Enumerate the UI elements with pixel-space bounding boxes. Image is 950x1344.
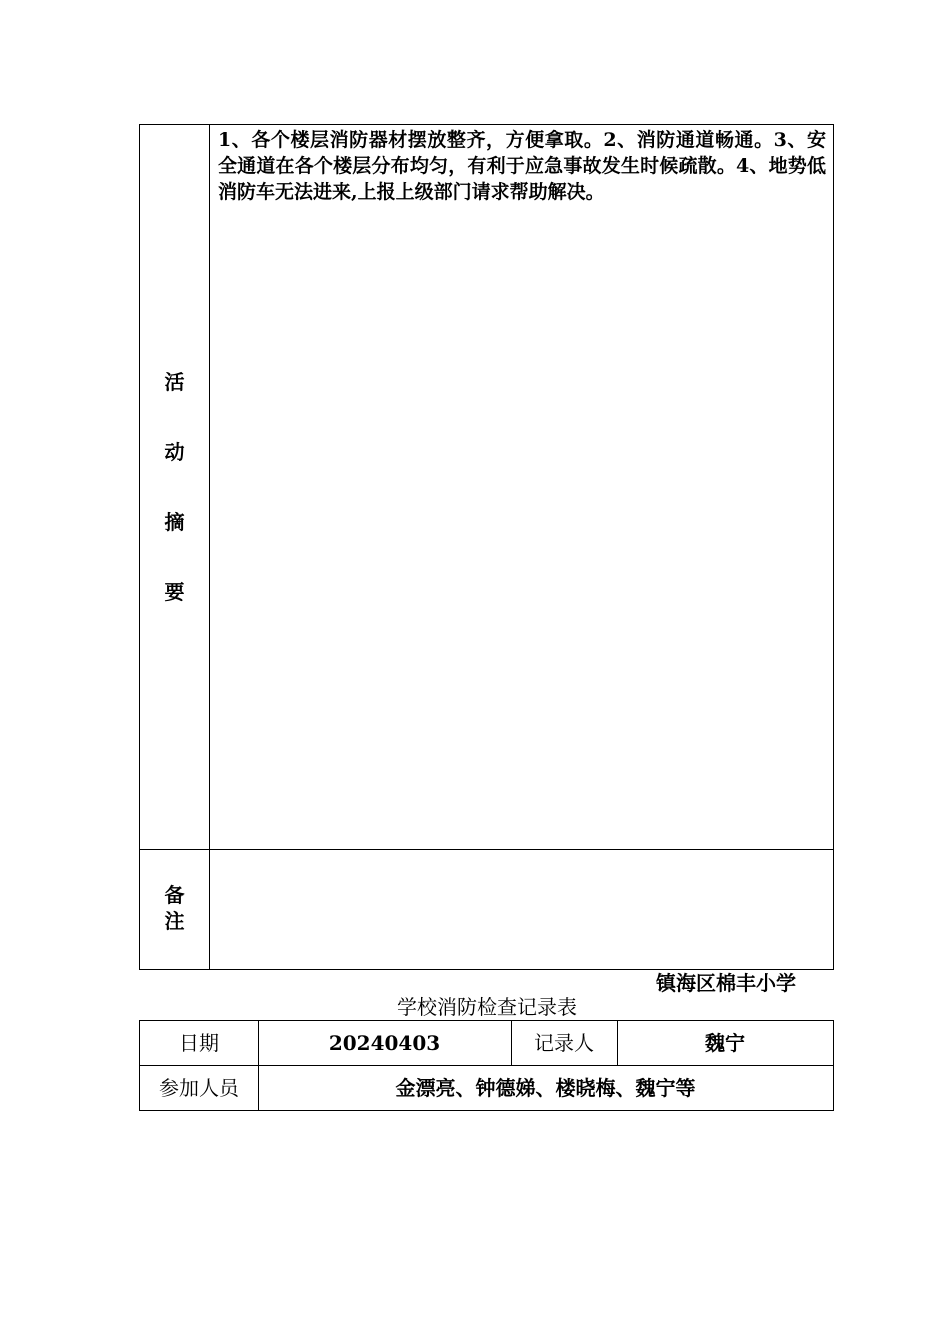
remarks-label-char-1: 备 xyxy=(164,883,185,907)
summary-label-char-1: 活 xyxy=(164,370,185,394)
activity-summary-content: 1、各个楼层消防器材摆放整齐，方便拿取。2、消防通道畅通。3、安全通道在各个楼层分布均匀，有利于应急事故发生时候疏散。4、地势低消防车无法进来,上报上级部门请求帮助解决。 xyxy=(218,129,826,203)
remarks-content xyxy=(210,850,833,969)
school-name: 镇海区棉丰小学 xyxy=(656,971,796,995)
summary-label-char-4: 要 xyxy=(164,580,185,604)
column-divider xyxy=(209,125,210,969)
record-info-table xyxy=(139,1020,834,1111)
date-value: 20240403 xyxy=(328,1031,441,1055)
participants-value: 金漂亮、钟德娣、楼晓梅、魏宁等 xyxy=(395,1076,696,1100)
activity-summary-table xyxy=(139,124,834,970)
recorder-label: 记录人 xyxy=(534,1031,594,1055)
recorder-value: 魏宁 xyxy=(705,1031,745,1055)
summary-label-char-3: 摘 xyxy=(164,510,185,534)
form-title: 学校消防检查记录表 xyxy=(397,995,577,1019)
date-label: 日期 xyxy=(179,1031,219,1055)
participants-label: 参加人员 xyxy=(159,1076,239,1100)
remarks-label-char-2: 注 xyxy=(164,909,185,933)
summary-label-char-2: 动 xyxy=(164,440,185,464)
